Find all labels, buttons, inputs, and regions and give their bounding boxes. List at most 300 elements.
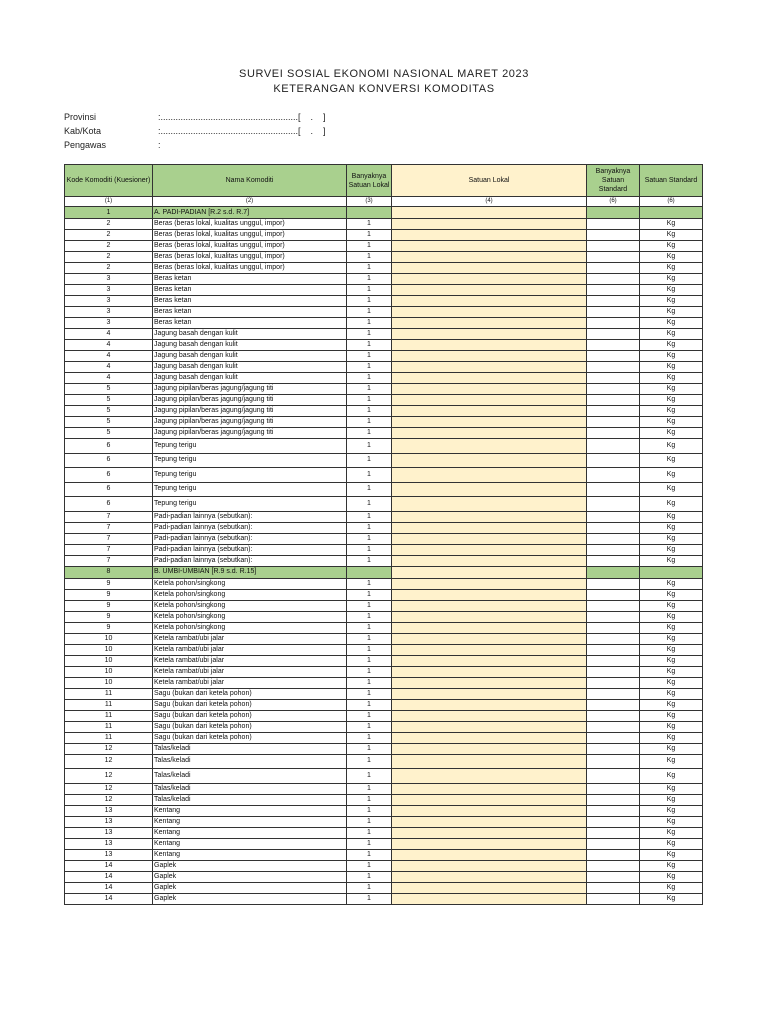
cell-commodity-name: Gaplek (153, 893, 347, 904)
cell-code: 8 (65, 566, 153, 578)
cell-local-unit-input[interactable] (392, 219, 587, 230)
cell-local-unit-input[interactable] (392, 207, 587, 219)
cell-commodity-name: Beras ketan (153, 274, 347, 285)
cell-standard-qty-input[interactable] (587, 743, 640, 754)
cell-standard-qty-input[interactable] (587, 838, 640, 849)
cell-code: 11 (65, 688, 153, 699)
cell-local-unit-input[interactable] (392, 600, 587, 611)
cell-standard-qty-input[interactable] (587, 710, 640, 721)
cell-standard-qty-input[interactable] (587, 318, 640, 329)
cell-standard-qty-input[interactable] (587, 544, 640, 555)
cell-local-unit-input[interactable] (392, 769, 587, 784)
table-row (65, 511, 703, 522)
cell-code: 13 (65, 816, 153, 827)
cell-code: 7 (65, 522, 153, 533)
cell-standard-qty-input[interactable] (587, 566, 640, 578)
cell-standard-qty-input[interactable] (587, 417, 640, 428)
cell-standard-qty-input[interactable] (587, 633, 640, 644)
cell-standard-qty-input[interactable] (587, 589, 640, 600)
cell-standard-qty-input[interactable] (587, 805, 640, 816)
cell-standard-qty-input[interactable] (587, 860, 640, 871)
cell-local-qty: 1 (347, 522, 392, 533)
cell-local-unit-input[interactable] (392, 794, 587, 805)
cell-standard-qty-input[interactable] (587, 622, 640, 633)
cell-standard-unit: Kg (640, 633, 703, 644)
cell-standard-qty-input[interactable] (587, 611, 640, 622)
cell-standard-qty-input[interactable] (587, 296, 640, 307)
cell-standard-qty-input[interactable] (587, 274, 640, 285)
cell-standard-unit: Kg (640, 611, 703, 622)
cell-local-unit-input[interactable] (392, 589, 587, 600)
meta-label: Pengawas (64, 140, 107, 150)
cell-commodity-name: Jagung pipilan/beras jagung/jagung titi (153, 384, 347, 395)
cell-standard-qty-input[interactable] (587, 252, 640, 263)
cell-local-unit-input[interactable] (392, 274, 587, 285)
cell-local-unit-input[interactable] (392, 710, 587, 721)
cell-code: 2 (65, 263, 153, 274)
cell-local-qty: 1 (347, 241, 392, 252)
cell-local-unit-input[interactable] (392, 871, 587, 882)
cell-standard-unit: Kg (640, 871, 703, 882)
cell-code: 9 (65, 611, 153, 622)
table-row (65, 860, 703, 871)
cell-local-unit-input[interactable] (392, 783, 587, 794)
cell-standard-qty-input[interactable] (587, 555, 640, 566)
cell-standard-qty-input[interactable] (587, 644, 640, 655)
cell-standard-unit: Kg (640, 666, 703, 677)
cell-standard-unit: Kg (640, 849, 703, 860)
cell-standard-qty-input[interactable] (587, 600, 640, 611)
cell-commodity-name: B. UMBI-UMBIAN [R.9 s.d. R.15] (153, 566, 347, 578)
cell-local-unit-input[interactable] (392, 417, 587, 428)
cell-commodity-name: Padi-padian lainnya (sebutkan): (153, 533, 347, 544)
cell-code: 11 (65, 699, 153, 710)
cell-local-qty: 1 (347, 274, 392, 285)
cell-code: 3 (65, 318, 153, 329)
cell-local-unit-input[interactable] (392, 677, 587, 688)
cell-standard-unit: Kg (640, 721, 703, 732)
cell-local-qty: 1 (347, 406, 392, 417)
cell-local-unit-input[interactable] (392, 428, 587, 439)
col-number: (6) (640, 197, 703, 207)
cell-local-unit-input[interactable] (392, 699, 587, 710)
cell-commodity-name: Sagu (bukan dari ketela pohon) (153, 732, 347, 743)
cell-commodity-name: Ketela rambat/ubi jalar (153, 655, 347, 666)
cell-local-qty: 1 (347, 622, 392, 633)
table-row (65, 849, 703, 860)
cell-local-qty: 1 (347, 769, 392, 784)
table-row (65, 769, 703, 784)
cell-standard-qty-input[interactable] (587, 655, 640, 666)
meta-label: Kab/Kota (64, 126, 102, 136)
cell-standard-qty-input[interactable] (587, 783, 640, 794)
meta-value: :.......................................................[ . ] (158, 112, 326, 122)
col-number: (4) (392, 197, 587, 207)
cell-standard-unit: Kg (640, 263, 703, 274)
cell-local-qty (347, 566, 392, 578)
cell-local-unit-input[interactable] (392, 566, 587, 578)
cell-standard-qty-input[interactable] (587, 871, 640, 882)
cell-standard-qty-input[interactable] (587, 351, 640, 362)
table-row (65, 406, 703, 417)
cell-standard-qty-input[interactable] (587, 285, 640, 296)
cell-local-unit-input[interactable] (392, 721, 587, 732)
cell-standard-unit: Kg (640, 329, 703, 340)
cell-local-unit-input[interactable] (392, 511, 587, 522)
cell-commodity-name: Beras ketan (153, 318, 347, 329)
cell-local-unit-input[interactable] (392, 622, 587, 633)
cell-local-qty: 1 (347, 677, 392, 688)
cell-local-qty: 1 (347, 318, 392, 329)
section-header-row (65, 207, 703, 219)
cell-local-unit-input[interactable] (392, 318, 587, 329)
cell-commodity-name: Ketela rambat/ubi jalar (153, 633, 347, 644)
cell-standard-unit: Kg (640, 754, 703, 769)
cell-commodity-name: Ketela pohon/singkong (153, 589, 347, 600)
table-row (65, 362, 703, 373)
cell-local-unit-input[interactable] (392, 688, 587, 699)
table-row (65, 340, 703, 351)
cell-local-qty: 1 (347, 732, 392, 743)
table-row (65, 699, 703, 710)
cell-local-unit-input[interactable] (392, 230, 587, 241)
cell-local-qty: 1 (347, 439, 392, 454)
cell-standard-qty-input[interactable] (587, 699, 640, 710)
cell-standard-qty-input[interactable] (587, 395, 640, 406)
cell-commodity-name: Ketela pohon/singkong (153, 578, 347, 589)
cell-commodity-name: Ketela rambat/ubi jalar (153, 644, 347, 655)
cell-standard-unit: Kg (640, 468, 703, 483)
cell-standard-unit: Kg (640, 384, 703, 395)
cell-code: 9 (65, 600, 153, 611)
column-number-row (65, 197, 703, 207)
table-row (65, 263, 703, 274)
cell-commodity-name: Ketela pohon/singkong (153, 600, 347, 611)
cell-local-unit-input[interactable] (392, 241, 587, 252)
table-row (65, 743, 703, 754)
cell-standard-qty-input[interactable] (587, 769, 640, 784)
cell-code: 12 (65, 794, 153, 805)
cell-commodity-name: Padi-padian lainnya (sebutkan): (153, 522, 347, 533)
cell-local-qty: 1 (347, 710, 392, 721)
cell-local-qty: 1 (347, 721, 392, 732)
cell-standard-qty-input[interactable] (587, 384, 640, 395)
cell-local-unit-input[interactable] (392, 732, 587, 743)
cell-local-qty: 1 (347, 544, 392, 555)
cell-code: 10 (65, 644, 153, 655)
cell-local-unit-input[interactable] (392, 838, 587, 849)
commodity-conversion-table (64, 164, 703, 905)
cell-commodity-name: Jagung pipilan/beras jagung/jagung titi (153, 428, 347, 439)
cell-standard-qty-input[interactable] (587, 207, 640, 219)
cell-commodity-name: Beras ketan (153, 285, 347, 296)
cell-standard-qty-input[interactable] (587, 522, 640, 533)
col-header-standard-qty: Banyaknya Satuan Standard (587, 165, 640, 197)
table-row (65, 816, 703, 827)
cell-code: 2 (65, 252, 153, 263)
cell-commodity-name: Ketela rambat/ubi jalar (153, 677, 347, 688)
cell-commodity-name: Beras (beras lokal, kualitas unggul, impor) (153, 219, 347, 230)
cell-local-unit-input[interactable] (392, 882, 587, 893)
cell-local-unit-input[interactable] (392, 805, 587, 816)
cell-standard-qty-input[interactable] (587, 721, 640, 732)
cell-local-qty: 1 (347, 533, 392, 544)
cell-local-unit-input[interactable] (392, 666, 587, 677)
cell-local-qty: 1 (347, 263, 392, 274)
table-row (65, 468, 703, 483)
col-number: (1) (65, 197, 153, 207)
cell-local-unit-input[interactable] (392, 307, 587, 318)
cell-local-unit-input[interactable] (392, 395, 587, 406)
table-row (65, 395, 703, 406)
cell-commodity-name: Padi-padian lainnya (sebutkan): (153, 544, 347, 555)
cell-standard-unit: Kg (640, 710, 703, 721)
cell-standard-unit (640, 566, 703, 578)
table-row (65, 600, 703, 611)
cell-code: 9 (65, 578, 153, 589)
cell-standard-unit: Kg (640, 511, 703, 522)
cell-local-unit-input[interactable] (392, 611, 587, 622)
cell-local-unit-input[interactable] (392, 373, 587, 384)
table-row (65, 274, 703, 285)
cell-code: 9 (65, 622, 153, 633)
cell-local-unit-input[interactable] (392, 655, 587, 666)
cell-standard-unit: Kg (640, 406, 703, 417)
cell-standard-qty-input[interactable] (587, 340, 640, 351)
cell-standard-unit: Kg (640, 644, 703, 655)
cell-local-unit-input[interactable] (392, 522, 587, 533)
cell-local-qty: 1 (347, 754, 392, 769)
cell-code: 5 (65, 428, 153, 439)
cell-standard-unit: Kg (640, 805, 703, 816)
cell-standard-qty-input[interactable] (587, 307, 640, 318)
cell-standard-qty-input[interactable] (587, 241, 640, 252)
cell-code: 13 (65, 849, 153, 860)
table-row (65, 439, 703, 454)
cell-standard-qty-input[interactable] (587, 482, 640, 497)
cell-code: 11 (65, 732, 153, 743)
cell-standard-unit: Kg (640, 794, 703, 805)
cell-standard-qty-input[interactable] (587, 497, 640, 512)
cell-standard-unit: Kg (640, 893, 703, 904)
table-row (65, 307, 703, 318)
cell-commodity-name: Kentang (153, 849, 347, 860)
cell-local-unit-input[interactable] (392, 827, 587, 838)
cell-standard-qty-input[interactable] (587, 882, 640, 893)
table-row (65, 882, 703, 893)
cell-local-unit-input[interactable] (392, 384, 587, 395)
cell-local-unit-input[interactable] (392, 497, 587, 512)
table-row (65, 241, 703, 252)
cell-standard-unit: Kg (640, 439, 703, 454)
cell-commodity-name: Jagung pipilan/beras jagung/jagung titi (153, 417, 347, 428)
cell-local-unit-input[interactable] (392, 533, 587, 544)
meta-row-provinsi (64, 110, 326, 124)
cell-standard-qty-input[interactable] (587, 219, 640, 230)
cell-local-unit-input[interactable] (392, 644, 587, 655)
cell-commodity-name: Jagung pipilan/beras jagung/jagung titi (153, 406, 347, 417)
cell-local-unit-input[interactable] (392, 482, 587, 497)
cell-commodity-name: Jagung basah dengan kulit (153, 351, 347, 362)
cell-standard-qty-input[interactable] (587, 677, 640, 688)
cell-local-qty: 1 (347, 589, 392, 600)
cell-code: 11 (65, 710, 153, 721)
cell-commodity-name: Tepung terigu (153, 439, 347, 454)
cell-standard-unit: Kg (640, 688, 703, 699)
table-row (65, 373, 703, 384)
cell-standard-qty-input[interactable] (587, 666, 640, 677)
table-row (65, 838, 703, 849)
cell-code: 5 (65, 384, 153, 395)
cell-local-qty: 1 (347, 882, 392, 893)
cell-commodity-name: Gaplek (153, 871, 347, 882)
cell-standard-qty-input[interactable] (587, 732, 640, 743)
cell-local-qty: 1 (347, 893, 392, 904)
table-row (65, 329, 703, 340)
cell-standard-qty-input[interactable] (587, 578, 640, 589)
table-row (65, 252, 703, 263)
cell-local-unit-input[interactable] (392, 340, 587, 351)
table-row (65, 417, 703, 428)
cell-local-unit-input[interactable] (392, 263, 587, 274)
table-row (65, 622, 703, 633)
cell-commodity-name: Beras ketan (153, 296, 347, 307)
cell-standard-qty-input[interactable] (587, 406, 640, 417)
cell-standard-unit: Kg (640, 373, 703, 384)
cell-local-unit-input[interactable] (392, 285, 587, 296)
cell-standard-qty-input[interactable] (587, 816, 640, 827)
cell-standard-qty-input[interactable] (587, 688, 640, 699)
table-row (65, 893, 703, 904)
cell-code: 6 (65, 439, 153, 454)
col-header-local-unit: Satuan Lokal (392, 165, 587, 197)
cell-code: 10 (65, 655, 153, 666)
table-row (65, 497, 703, 512)
cell-standard-qty-input[interactable] (587, 794, 640, 805)
cell-commodity-name: Tepung terigu (153, 468, 347, 483)
cell-standard-qty-input[interactable] (587, 439, 640, 454)
cell-local-unit-input[interactable] (392, 453, 587, 468)
cell-local-unit-input[interactable] (392, 849, 587, 860)
cell-code: 2 (65, 241, 153, 252)
cell-standard-qty-input[interactable] (587, 428, 640, 439)
table-row (65, 721, 703, 732)
cell-commodity-name: Talas/keladi (153, 794, 347, 805)
cell-local-unit-input[interactable] (392, 362, 587, 373)
cell-local-qty: 1 (347, 871, 392, 882)
cell-commodity-name: Padi-padian lainnya (sebutkan): (153, 511, 347, 522)
cell-local-unit-input[interactable] (392, 468, 587, 483)
cell-local-qty: 1 (347, 468, 392, 483)
cell-local-unit-input[interactable] (392, 329, 587, 340)
cell-local-unit-input[interactable] (392, 439, 587, 454)
cell-standard-unit: Kg (640, 417, 703, 428)
cell-commodity-name: Beras ketan (153, 307, 347, 318)
cell-code: 3 (65, 285, 153, 296)
cell-code: 7 (65, 533, 153, 544)
table-row (65, 754, 703, 769)
cell-standard-qty-input[interactable] (587, 827, 640, 838)
cell-local-unit-input[interactable] (392, 754, 587, 769)
cell-code: 7 (65, 544, 153, 555)
cell-local-qty: 1 (347, 384, 392, 395)
cell-standard-qty-input[interactable] (587, 893, 640, 904)
cell-code: 13 (65, 838, 153, 849)
cell-local-unit-input[interactable] (392, 893, 587, 904)
cell-commodity-name: A. PADI-PADIAN [R.2 s.d. R.7] (153, 207, 347, 219)
table-row (65, 783, 703, 794)
cell-standard-unit: Kg (640, 296, 703, 307)
cell-local-unit-input[interactable] (392, 351, 587, 362)
cell-code: 5 (65, 417, 153, 428)
cell-commodity-name: Tepung terigu (153, 453, 347, 468)
cell-code: 4 (65, 351, 153, 362)
cell-standard-unit: Kg (640, 743, 703, 754)
cell-local-unit-input[interactable] (392, 816, 587, 827)
meta-value: : (158, 140, 161, 150)
cell-standard-qty-input[interactable] (587, 849, 640, 860)
table-row (65, 285, 703, 296)
table-row (65, 644, 703, 655)
cell-code: 12 (65, 754, 153, 769)
cell-local-qty: 1 (347, 838, 392, 849)
cell-code: 3 (65, 274, 153, 285)
cell-code: 10 (65, 677, 153, 688)
cell-local-qty: 1 (347, 252, 392, 263)
cell-local-unit-input[interactable] (392, 544, 587, 555)
cell-standard-qty-input[interactable] (587, 362, 640, 373)
cell-local-unit-input[interactable] (392, 252, 587, 263)
table-row (65, 732, 703, 743)
cell-local-unit-input[interactable] (392, 743, 587, 754)
cell-local-unit-input[interactable] (392, 578, 587, 589)
col-number: (2) (153, 197, 347, 207)
cell-standard-qty-input[interactable] (587, 453, 640, 468)
cell-standard-unit: Kg (640, 453, 703, 468)
cell-local-unit-input[interactable] (392, 860, 587, 871)
cell-code: 13 (65, 827, 153, 838)
cell-standard-unit: Kg (640, 219, 703, 230)
cell-standard-qty-input[interactable] (587, 533, 640, 544)
table-row (65, 710, 703, 721)
cell-standard-qty-input[interactable] (587, 263, 640, 274)
cell-code: 14 (65, 871, 153, 882)
cell-code: 4 (65, 329, 153, 340)
col-number: (3) (347, 197, 392, 207)
cell-local-qty: 1 (347, 666, 392, 677)
cell-local-qty: 1 (347, 827, 392, 838)
cell-local-unit-input[interactable] (392, 406, 587, 417)
cell-commodity-name: Tepung terigu (153, 497, 347, 512)
cell-standard-qty-input[interactable] (587, 754, 640, 769)
cell-standard-qty-input[interactable] (587, 329, 640, 340)
cell-standard-qty-input[interactable] (587, 511, 640, 522)
cell-standard-qty-input[interactable] (587, 373, 640, 384)
cell-standard-unit: Kg (640, 699, 703, 710)
cell-standard-qty-input[interactable] (587, 230, 640, 241)
cell-standard-unit: Kg (640, 600, 703, 611)
cell-standard-qty-input[interactable] (587, 468, 640, 483)
table-row (65, 428, 703, 439)
cell-local-unit-input[interactable] (392, 555, 587, 566)
cell-local-unit-input[interactable] (392, 633, 587, 644)
cell-commodity-name: Kentang (153, 827, 347, 838)
cell-commodity-name: Jagung pipilan/beras jagung/jagung titi (153, 395, 347, 406)
cell-local-unit-input[interactable] (392, 296, 587, 307)
table-row (65, 611, 703, 622)
cell-local-qty: 1 (347, 329, 392, 340)
cell-standard-unit: Kg (640, 589, 703, 600)
